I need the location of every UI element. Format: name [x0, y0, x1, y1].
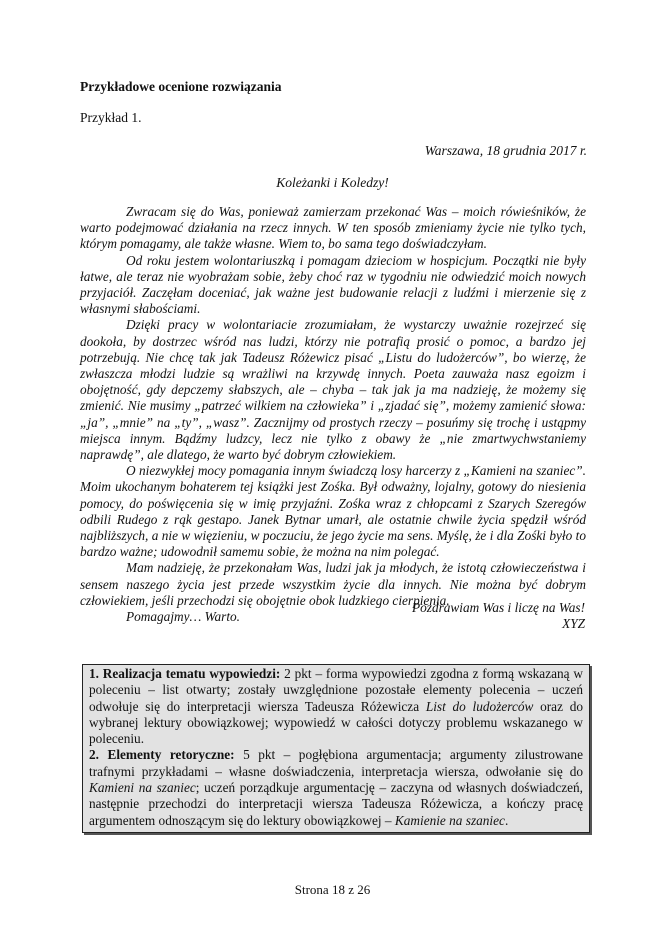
criterion-text: oraz do wybranej lektury obowiązkowej; wypowiedź w całości dotyczy problemu wskazanego w poleceniu. — [89, 698, 584, 747]
criterion-text: ; uczeń porządkuje argumentację – zaczyna od własnych doświadczeń, następnie przechodzi do interpretacji wiersza Tadeusza Różewicza, a kończy pracę argumentem odnoszącym się do lektury obowiązkowej – — [89, 780, 583, 828]
work-title: Kamienie na szaniec — [394, 812, 505, 828]
letter-closing-block — [412, 600, 585, 632]
page-number: Strona 18 z 26 — [294, 882, 371, 897]
assessment-box — [82, 664, 590, 833]
criterion-text: 5 pkt – pogłębiona argumentacja; argumenty zilustrowane trafnymi przykładami – własne doświadczenia, interpretacja wiersza, odwołanie się do — [89, 747, 583, 779]
criterion-title: 1. Realizacja tematu wypowiedzi: — [89, 666, 281, 681]
criterion-title: 2. Elementy retoryczne: — [89, 747, 235, 763]
criterion-text: . — [504, 812, 509, 828]
letter-body — [80, 204, 586, 625]
letter-closing: Pozdrawiam Was i liczę na Was! — [412, 600, 585, 615]
letter-signature: XYZ — [562, 616, 585, 632]
work-title: List do ludożerców — [425, 698, 534, 714]
letter-salutation: Koleżanki i Koledzy! — [276, 175, 389, 190]
letter-paragraph: O niezwykłej mocy pomagania innym świadczą losy harcerzy z „Kamieni na szaniec”. Moim ukochanym bohaterem tej książki jest Zośka. Był odważny, lojalny, gotowy do niesienia pomocy, do poświęcenia się w imię przyjaźni. Zośka wraz z chłopcami z Szarych Szeregów odbili Rudego z rąk gestapo. Janek Bytnar umarł, ale ostatnie chwile życia spędził wśród najbliższych, a nie w więzieniu, w poczuciu, że jego życie ma sens. Myślę, że i dla Zośki było to bardzo ważne; udowodnił samemu sobie, że można na nim polegać. — [80, 463, 586, 560]
letter-paragraph: Od roku jestem wolontariuszką i pomagam dzieciom w hospicjum. Początki nie były łatwe, ale teraz nie wyobrażam sobie, żeby choć raz w tygodniu nie odwiedzić moich nowych przyjaciół. Zaczęłam doceniać, jak ważne jest budowanie relacji z ludźmi i mierzenie się z własnymi słabościami. — [80, 252, 586, 317]
letter-paragraph: Dzięki pracy w wolontariacie zrozumiałam, że wystarczy uważnie rozejrzeć się dookoła, by dostrzec wśród nas ludzi, którzy nie potrafią prosić o pomoc, a bardzo jej potrzebują. Nie chcę tak jak Tadeusz Różewicz pisać „Listu do ludożerców”, bo wierzę, że zwłaszcza młodzi ludzie są wrażliwi na krzywdę innych. Poeta zauważa nasz egoizm i obojętność, gdy depczemy słabszych, ale – chyba – tak jak ja ma nadzieję, że możemy się zmienić. Nie musimy „patrzeć wilkiem na człowieka” i „zjadać się”, możemy zamienić słowa: „ja”, „mnie” na „ty”, „wasz”. Zacznijmy od prostych rzeczy – posuńmy się trochę i ustąpmy miejsca innym. Bądźmy ludzcy, lecz nie tylko z obawy że „nie zmartwychwstaniemy naprawdę”, ale dlatego, że warto być dobrym człowiekiem. — [80, 317, 586, 463]
letter-paragraph: Zwracam się do Was, ponieważ zamierzam przekonać Was – moich rówieśników, że warto podejmować działania na rzecz innych. W ten sposób zmieniamy życie nie tylko tych, którym pomagamy, ale także własne. Wiem to, bo sama tego doświadczyłam. — [80, 204, 586, 252]
criterion-retoryka — [89, 747, 583, 828]
criterion-realizacja — [89, 666, 583, 747]
letter-date: Warszawa, 18 grudnia 2017 r. — [424, 143, 587, 158]
example-label: Przykład 1. — [80, 110, 142, 125]
section-heading: Przykładowe ocenione rozwiązania — [80, 79, 282, 94]
letter-paragraph: Pomagajmy… Warto. — [126, 609, 241, 625]
letter-paragraph: Mam nadzieję, że przekonałam Was, ludzi jak ja młodych, że istotą człowieczeństwa i sensem naszego życia jest przede wszystkim życie dla innych. Nie można być dobrym człowiekiem, jeśli przechodzi się obojętnie obok ludzkiego cierpienia. — [80, 560, 586, 608]
work-title: Kamieni na szaniec — [89, 780, 196, 796]
criterion-text: 2 pkt – forma wypowiedzi zgodna z formą wskazaną w poleceniu – list otwarty; zostały uwzględnione pozostałe elementy polecenia – uczeń odwołuje się do interpretacji wiersza Tadeusza Różewicza — [89, 666, 583, 714]
